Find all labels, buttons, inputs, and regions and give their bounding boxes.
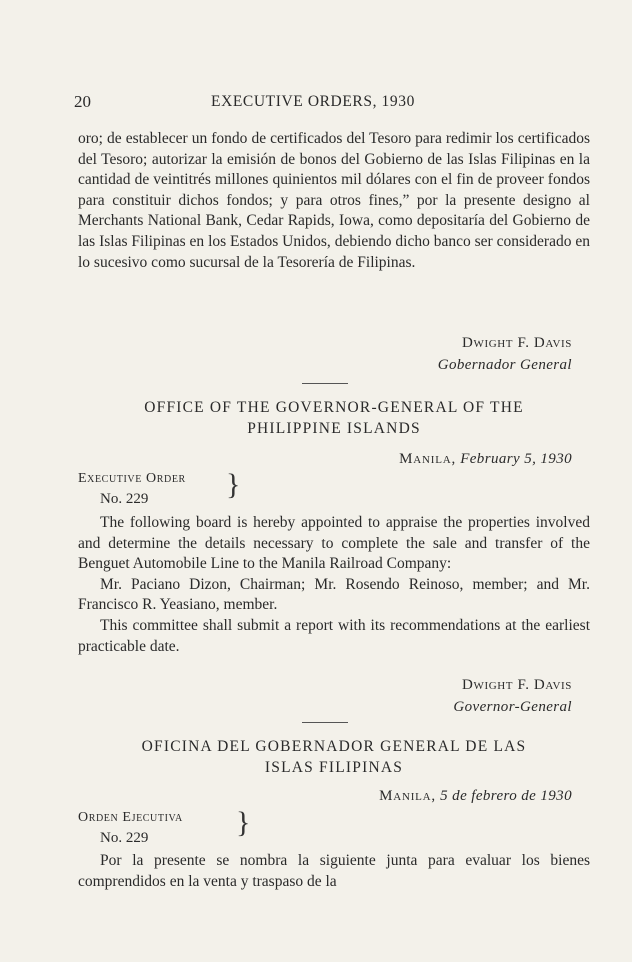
running-title: EXECUTIVE ORDERS, 1930 [211, 93, 415, 110]
signature-name: Dwight F. Davis [462, 677, 572, 693]
previous-order-signature [438, 332, 572, 376]
brace-mark: } [236, 806, 251, 839]
english-order-signature [453, 674, 572, 718]
english-dateline [399, 451, 572, 468]
dateline-place: Manila, [379, 788, 436, 804]
page-header [74, 92, 589, 112]
dateline-date: 5 de febrero de 1930 [440, 788, 572, 804]
english-order-body [78, 513, 590, 657]
order-number: No. 229 [100, 491, 149, 507]
previous-order-text [78, 129, 590, 273]
spanish-dateline [379, 788, 572, 805]
heading-line: PHILIPPINE ISLANDS [247, 420, 421, 437]
heading-line: ISLAS FILIPINAS [264, 759, 404, 776]
order-label: Executive Order [78, 471, 186, 486]
body-paragraph: Por la presente se nombra la siguiente junta para evaluar los bienes comprendidos en la venta y traspaso de la [78, 852, 590, 890]
spanish-order-heading [78, 736, 590, 778]
brace-mark: } [226, 468, 241, 501]
body-paragraph: This committee shall submit a report with its recommendations at the earliest practicable date. [78, 616, 590, 655]
page-number: 20 [74, 92, 91, 111]
previous-order-paragraph: oro; de establecer un fondo de certificados del Tesoro para redimir los certificados del Tesoro; autorizar la emisión de bonos del Gobierno de las Islas Filipinas en la cantidad de veintitrés millones quinientos mil dólares con el fin de proveer fondos para constituir dichos fondos; y para otros fines,” por la presente designo al Merchants National Bank, Cedar Rapids, Iowa, como depositaría del Gobierno de las Islas Filipinas en los Estados Unidos, debiendo dicho banco ser considerado en lo sucesivo como sucursal de la Tesorería de Filipinas. [78, 130, 590, 271]
signature-name: Dwight F. Davis [462, 335, 572, 351]
signature-title: Gobernador General [437, 357, 572, 373]
order-label: Orden Ejecutiva [78, 810, 183, 825]
body-paragraph: Mr. Paciano Dizon, Chairman; Mr. Rosendo Reinoso, member; and Mr. Francisco R. Yeasiano, member. [78, 575, 590, 614]
body-paragraph: The following board is hereby appointed to appraise the properties involved and determine the details necessary to complete the sale and transfer of the Benguet Automobile Line to the Manila Railroad Company: [78, 514, 590, 573]
spanish-order-body [78, 851, 590, 892]
heading-line: OFFICE OF THE GOVERNOR-GENERAL OF THE [144, 399, 524, 416]
order-number: No. 229 [100, 830, 149, 846]
dateline-place: Manila, [399, 451, 457, 467]
heading-line: OFICINA DEL GOBERNADOR GENERAL DE LAS [141, 738, 527, 755]
signature-title: Governor-General [453, 699, 572, 715]
dateline-date: February 5, 1930 [460, 451, 572, 467]
section-divider [302, 722, 348, 723]
english-order-label [78, 469, 186, 509]
section-divider [302, 383, 348, 384]
spanish-order-label [78, 808, 183, 848]
english-order-heading [78, 397, 590, 439]
